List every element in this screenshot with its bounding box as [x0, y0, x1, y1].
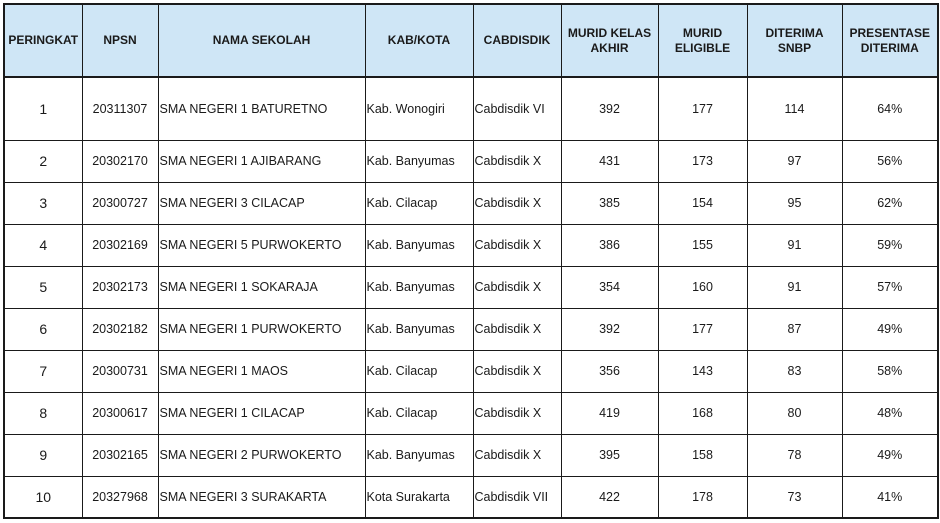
- cell-accepted: 114: [747, 77, 842, 140]
- cell-eligible: 173: [658, 140, 747, 182]
- cell-npsn: 20302182: [82, 308, 158, 350]
- table-row: [4, 140, 938, 182]
- cell-school-name: SMA NEGERI 1 PURWOKERTO: [158, 308, 365, 350]
- cell-percentage: 56%: [842, 140, 938, 182]
- cell-accepted: 78: [747, 434, 842, 476]
- cell-percentage: 57%: [842, 266, 938, 308]
- cell-final-class: 385: [561, 182, 658, 224]
- cell-npsn: 20302169: [82, 224, 158, 266]
- cell-final-class: 431: [561, 140, 658, 182]
- cell-rank: 8: [4, 392, 82, 434]
- cell-accepted: 97: [747, 140, 842, 182]
- cell-regency: Kab. Cilacap: [365, 182, 473, 224]
- cell-school-name: SMA NEGERI 1 BATURETNO: [158, 77, 365, 140]
- cell-final-class: 422: [561, 476, 658, 518]
- cell-school-name: SMA NEGERI 5 PURWOKERTO: [158, 224, 365, 266]
- cell-school-name: SMA NEGERI 3 SURAKARTA: [158, 476, 365, 518]
- cell-branch: Cabdisdik X: [473, 140, 561, 182]
- cell-school-name: SMA NEGERI 2 PURWOKERTO: [158, 434, 365, 476]
- header-rank: PERINGKAT: [4, 4, 82, 77]
- cell-regency: Kab. Banyumas: [365, 140, 473, 182]
- table-row: [4, 476, 938, 518]
- cell-final-class: 356: [561, 350, 658, 392]
- cell-accepted: 80: [747, 392, 842, 434]
- cell-npsn: 20300731: [82, 350, 158, 392]
- table-header: [4, 4, 938, 77]
- cell-rank: 6: [4, 308, 82, 350]
- cell-accepted: 95: [747, 182, 842, 224]
- cell-branch: Cabdisdik VI: [473, 77, 561, 140]
- cell-eligible: 160: [658, 266, 747, 308]
- cell-final-class: 392: [561, 77, 658, 140]
- cell-regency: Kab. Cilacap: [365, 392, 473, 434]
- cell-eligible: 177: [658, 77, 747, 140]
- header-eligible-students: MURID ELIGIBLE: [658, 4, 747, 77]
- cell-school-name: SMA NEGERI 3 CILACAP: [158, 182, 365, 224]
- cell-percentage: 64%: [842, 77, 938, 140]
- cell-final-class: 419: [561, 392, 658, 434]
- cell-accepted: 73: [747, 476, 842, 518]
- cell-branch: Cabdisdik VII: [473, 476, 561, 518]
- cell-branch: Cabdisdik X: [473, 350, 561, 392]
- cell-branch: Cabdisdik X: [473, 434, 561, 476]
- cell-school-name: SMA NEGERI 1 MAOS: [158, 350, 365, 392]
- cell-npsn: 20302165: [82, 434, 158, 476]
- cell-rank: 9: [4, 434, 82, 476]
- cell-accepted: 83: [747, 350, 842, 392]
- cell-npsn: 20311307: [82, 77, 158, 140]
- cell-school-name: SMA NEGERI 1 SOKARAJA: [158, 266, 365, 308]
- cell-regency: Kab. Cilacap: [365, 350, 473, 392]
- cell-eligible: 155: [658, 224, 747, 266]
- cell-final-class: 386: [561, 224, 658, 266]
- cell-eligible: 158: [658, 434, 747, 476]
- cell-regency: Kab. Banyumas: [365, 266, 473, 308]
- cell-accepted: 91: [747, 224, 842, 266]
- cell-npsn: 20302170: [82, 140, 158, 182]
- cell-school-name: SMA NEGERI 1 CILACAP: [158, 392, 365, 434]
- table-row: [4, 182, 938, 224]
- cell-rank: 7: [4, 350, 82, 392]
- cell-rank: 4: [4, 224, 82, 266]
- table-body: [4, 77, 938, 518]
- cell-eligible: 143: [658, 350, 747, 392]
- table-row: [4, 392, 938, 434]
- cell-percentage: 41%: [842, 476, 938, 518]
- cell-rank: 3: [4, 182, 82, 224]
- header-npsn: NPSN: [82, 4, 158, 77]
- cell-eligible: 178: [658, 476, 747, 518]
- header-regency: KAB/KOTA: [365, 4, 473, 77]
- table-row: [4, 224, 938, 266]
- header-acceptance-percentage: PRESENTASE DITERIMA: [842, 4, 938, 77]
- header-row: [4, 4, 938, 77]
- table-row: [4, 266, 938, 308]
- cell-npsn: 20302173: [82, 266, 158, 308]
- cell-regency: Kota Surakarta: [365, 476, 473, 518]
- cell-eligible: 154: [658, 182, 747, 224]
- cell-rank: 2: [4, 140, 82, 182]
- table-row: [4, 308, 938, 350]
- cell-branch: Cabdisdik X: [473, 266, 561, 308]
- cell-regency: Kab. Banyumas: [365, 224, 473, 266]
- table-row: [4, 350, 938, 392]
- header-final-class-students: MURID KELAS AKHIR: [561, 4, 658, 77]
- cell-percentage: 59%: [842, 224, 938, 266]
- cell-percentage: 48%: [842, 392, 938, 434]
- cell-branch: Cabdisdik X: [473, 392, 561, 434]
- header-branch: CABDISDIK: [473, 4, 561, 77]
- table-row: [4, 434, 938, 476]
- cell-branch: Cabdisdik X: [473, 224, 561, 266]
- cell-eligible: 177: [658, 308, 747, 350]
- ranking-table: [3, 3, 939, 519]
- cell-rank: 1: [4, 77, 82, 140]
- cell-regency: Kab. Banyumas: [365, 434, 473, 476]
- cell-rank: 10: [4, 476, 82, 518]
- cell-final-class: 392: [561, 308, 658, 350]
- cell-accepted: 91: [747, 266, 842, 308]
- cell-npsn: 20327968: [82, 476, 158, 518]
- cell-percentage: 49%: [842, 308, 938, 350]
- cell-rank: 5: [4, 266, 82, 308]
- cell-accepted: 87: [747, 308, 842, 350]
- cell-final-class: 354: [561, 266, 658, 308]
- table-row: [4, 77, 938, 140]
- cell-npsn: 20300727: [82, 182, 158, 224]
- cell-branch: Cabdisdik X: [473, 308, 561, 350]
- cell-percentage: 49%: [842, 434, 938, 476]
- cell-branch: Cabdisdik X: [473, 182, 561, 224]
- cell-percentage: 62%: [842, 182, 938, 224]
- cell-percentage: 58%: [842, 350, 938, 392]
- cell-npsn: 20300617: [82, 392, 158, 434]
- cell-regency: Kab. Banyumas: [365, 308, 473, 350]
- header-school-name: NAMA SEKOLAH: [158, 4, 365, 77]
- cell-final-class: 395: [561, 434, 658, 476]
- cell-school-name: SMA NEGERI 1 AJIBARANG: [158, 140, 365, 182]
- cell-regency: Kab. Wonogiri: [365, 77, 473, 140]
- header-accepted-snbp: DITERIMA SNBP: [747, 4, 842, 77]
- cell-eligible: 168: [658, 392, 747, 434]
